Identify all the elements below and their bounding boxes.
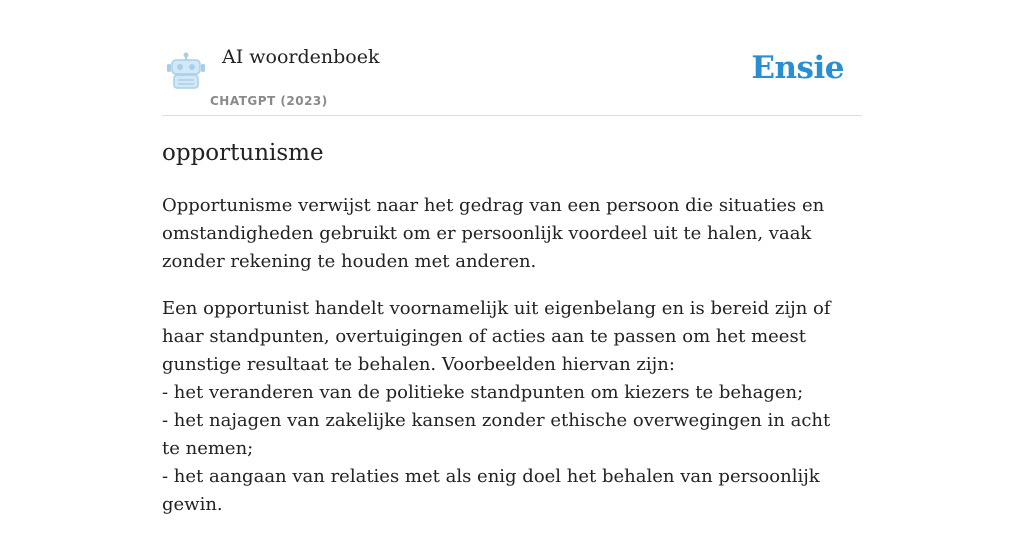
brand-logo[interactable]: Ensie (751, 50, 844, 86)
dictionary-title[interactable]: AI woordenboek (222, 46, 380, 68)
example-item: - het aangaan van relaties met als enig doel het behalen van persoonlijk gewin. (162, 466, 820, 515)
definition-paragraph (162, 295, 852, 519)
robot-icon (165, 52, 207, 90)
entry-term: opportunisme (162, 140, 324, 166)
entry-card (162, 0, 862, 515)
example-item: - het najagen van zakelijke kansen zonder ethische overwegingen in acht te nemen; (162, 410, 831, 459)
definition-paragraph: Opportunisme verwijst naar het gedrag van een persoon die situaties en omstandigheden gebruikt om er persoonlijk voordeel uit te halen, vaak zonder rekening te houden met anderen. (162, 195, 825, 272)
definition-intro: Een opportunist handelt voornamelijk uit eigenbelang en is bereid zijn of haar standpunten, overtuigingen of acties aan te passen om het meest gunstige resultaat te behalen. Voorbeelden hiervan zijn: (162, 298, 831, 375)
source-label: CHATGPT (2023) (210, 94, 328, 108)
example-item: - het veranderen van de politieke standpunten om kiezers te behagen; (162, 382, 804, 403)
entry-header (162, 0, 862, 116)
entry-definition (162, 192, 852, 538)
